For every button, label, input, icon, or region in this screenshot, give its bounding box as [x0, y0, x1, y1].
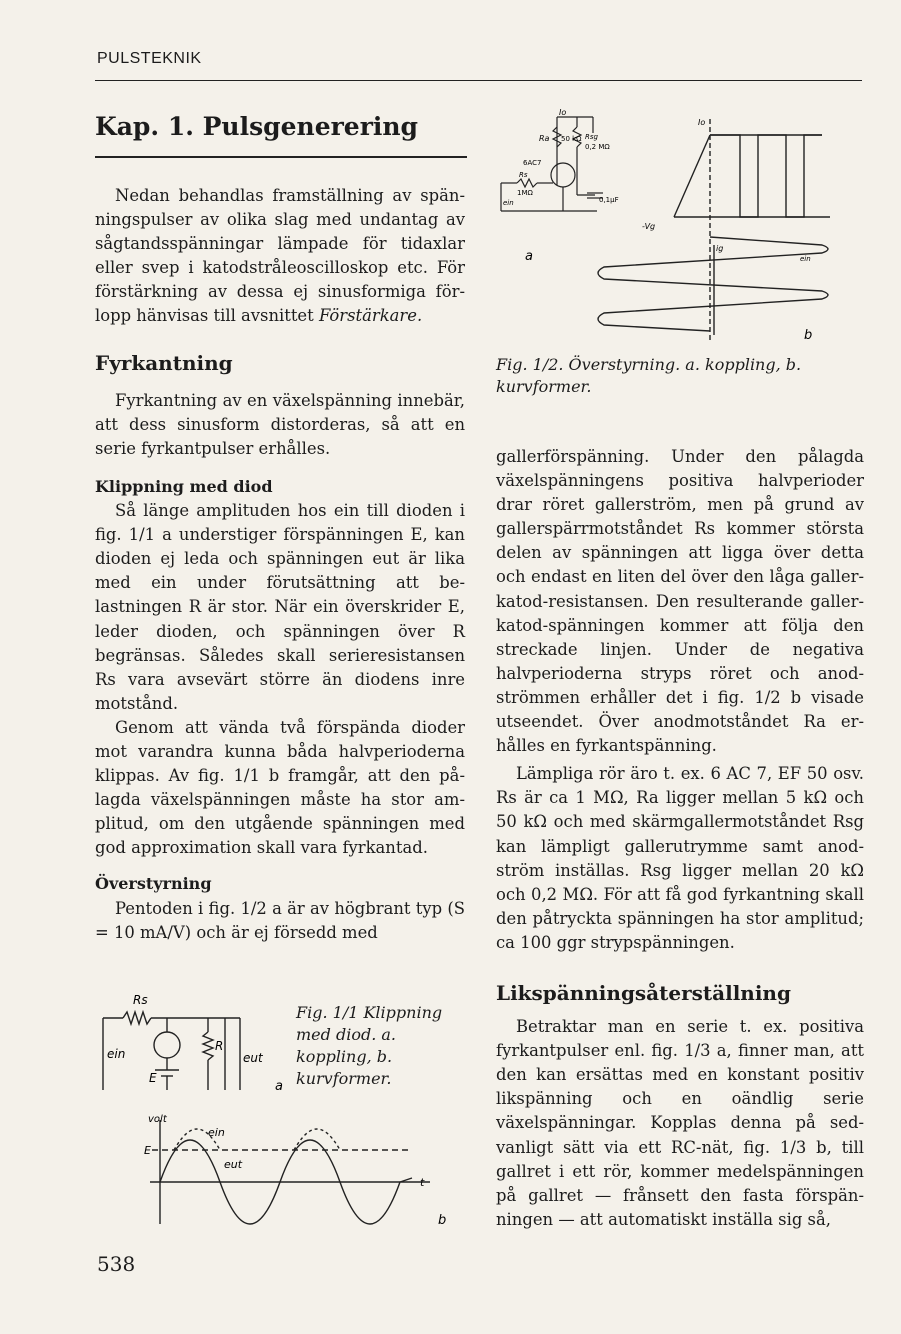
header-rule [95, 80, 862, 81]
fig12-label-vg: -Vg [642, 222, 656, 231]
fig11-label-ein-curve: ein [208, 1126, 225, 1139]
fig12-label-mohm: 0,2 MΩ [585, 143, 610, 151]
continuation-paragraph: gallerförspänning. Under den pålagda växelspänningens positiva halvperioder drar röret gallerström, men på grund av gallerspärrmotståndet Rs kommer största delen av spänningen att ligga över detta och endast en liten del över den låga galler-katod-resistansen. Den resulterande galler-katod-spänningen kommer att följa den streckade linjen. Under de negativa halvperioderna stryps röret och anodströmmen erhåller det i fig. 1/2 b visade utseendet. Över anodmotståndet Ra erhålles en fyrkantspänning. [496, 447, 864, 756]
page-number: 538 [97, 1252, 136, 1276]
fig12-label-rsg: Rsg [585, 133, 598, 141]
fig11-label-b: b [438, 1213, 447, 1228]
fig12-label-ig: ig [716, 244, 724, 253]
chapter-title: Kap. 1. Pulsgenerering [95, 112, 419, 141]
fig12-label-1m: 1MΩ [517, 189, 533, 197]
fig12-label-a: a [525, 249, 533, 264]
fyrkantning-paragraph: Fyrkantning av en växelspänning innebär, att dess sinusform distorderas, så att en serie fyrkantpulser erhålles. [95, 390, 465, 458]
heading-overstyrning: Överstyrning [95, 874, 212, 894]
running-title: PULSTEKNIK [97, 50, 202, 67]
fig12-label-rs: Rs [519, 171, 528, 179]
fig12-caption: Fig. 1/2. Överstyrning. a. koppling, b. kurvformer. [496, 355, 802, 396]
fig11-label-e: E [149, 1071, 157, 1085]
fig12-label-cap: 0,1μF [599, 196, 619, 204]
right-column [496, 445, 864, 1232]
likspanning-paragraph: Betraktar man en serie t. ex. positiva fyrkantpulser enl. fig. 1/3 a, finner man, att den kan ersättas med en konstant positiv likspänning och en oändlig serie växelspänningar. Kopplas denna på sedvanligt sätt via ett RC-nät, fig. 1/3 b, till gallret i ett rör, kommer medelspänningen på gallret — frånsett den fasta förspänningen — att automatiskt inställa sig så, [496, 1017, 864, 1229]
left-column [95, 184, 465, 945]
fig12-label-b: b [804, 328, 813, 343]
fig11-caption: Fig. 1/1 Klippning med diod. a. koppling, b. kurvformer. [296, 1003, 443, 1088]
klippning-paragraph-1: Så länge amplituden hos ein till dioden i fig. 1/1 a understiger förspänningen E, kan dioden ej leda och spänningen eut är lika med ein under förutsättning att belastningen R är stor. När ein överskrider E, leder dioden, och spänningen över R begränsas. Således skall serieresistansen Rs vara avsevärt större än diodens inre motstånd. [95, 501, 465, 713]
fig11-label-t: t [420, 1176, 425, 1189]
fig11-label-eut: eut [243, 1051, 263, 1065]
fig12-waveforms [590, 105, 840, 345]
chapter-rule [95, 156, 467, 158]
fig12-label-io1: Io [559, 108, 567, 117]
intro-paragraph: Nedan behandlas framställning av spänningspulser av olika slag med undantag av sågtandsspänningar lämpade för tidaxlar eller svep i katodstråleoscilloskop etc. För förstärkning av dessa ej sinusformiga förlopp hänvisas till avsnittet Förstärkare. [95, 186, 465, 326]
fig12-label-ein: ein [503, 199, 514, 207]
fig11-label-e-axis: E [144, 1144, 151, 1157]
fig12-label-50k: 50 kΩ [561, 135, 582, 143]
fig12-label-io2: Io [698, 118, 706, 127]
klippning-paragraph-2: Genom att vända två förspända dioder mot varandra kunna båda halvperioderna klippas. Av fig. 1/1 b framgår, att den pålagda växelspänningen måste ha stor amplitud, om den utgående spänningen med god approximation skall vara fyrkantad. [95, 717, 465, 858]
fig11-waveforms [140, 1106, 460, 1230]
fig11-label-r: R [215, 1039, 224, 1053]
fig12-label-ein2: ein [800, 255, 811, 263]
fig11-label-volt: volt [148, 1114, 167, 1125]
fig11-label-eut-curve: eut [224, 1158, 243, 1171]
lampliga-paragraph: Lämpliga rör äro t. ex. 6 AC 7, EF 50 osv. Rs är ca 1 MΩ, Ra ligger mellan 5 kΩ och 50 kΩ och med skärmgallermotståndet Rsg kan lämpligt gallerutrymme samt anodström inställas. Rsg ligger mellan 20 kΩ och 0,2 MΩ. För att få god fyrkantning skall den påtryckta spänningen ha stor amplitud; ca 100 ggr strypspänningen. [496, 764, 864, 952]
fig11-label-rs: Rs [133, 993, 148, 1007]
heading-likspanning: Likspänningsåterställning [496, 980, 791, 1005]
heading-klippning: Klippning med diod [95, 476, 273, 496]
overstyrning-paragraph: Pentoden i fig. 1/2 a är av högbrant typ (S = 10 mA/V) och är ej försedd med [95, 898, 465, 942]
fig11-circuit [95, 990, 295, 1090]
fig11-label-a: a [275, 1079, 283, 1090]
fig12-label-ra: Ra [539, 134, 550, 143]
fig11-label-ein: ein [107, 1047, 126, 1061]
heading-fyrkantning: Fyrkantning [95, 350, 233, 375]
fig12-label-tube: 6AC7 [523, 159, 542, 167]
